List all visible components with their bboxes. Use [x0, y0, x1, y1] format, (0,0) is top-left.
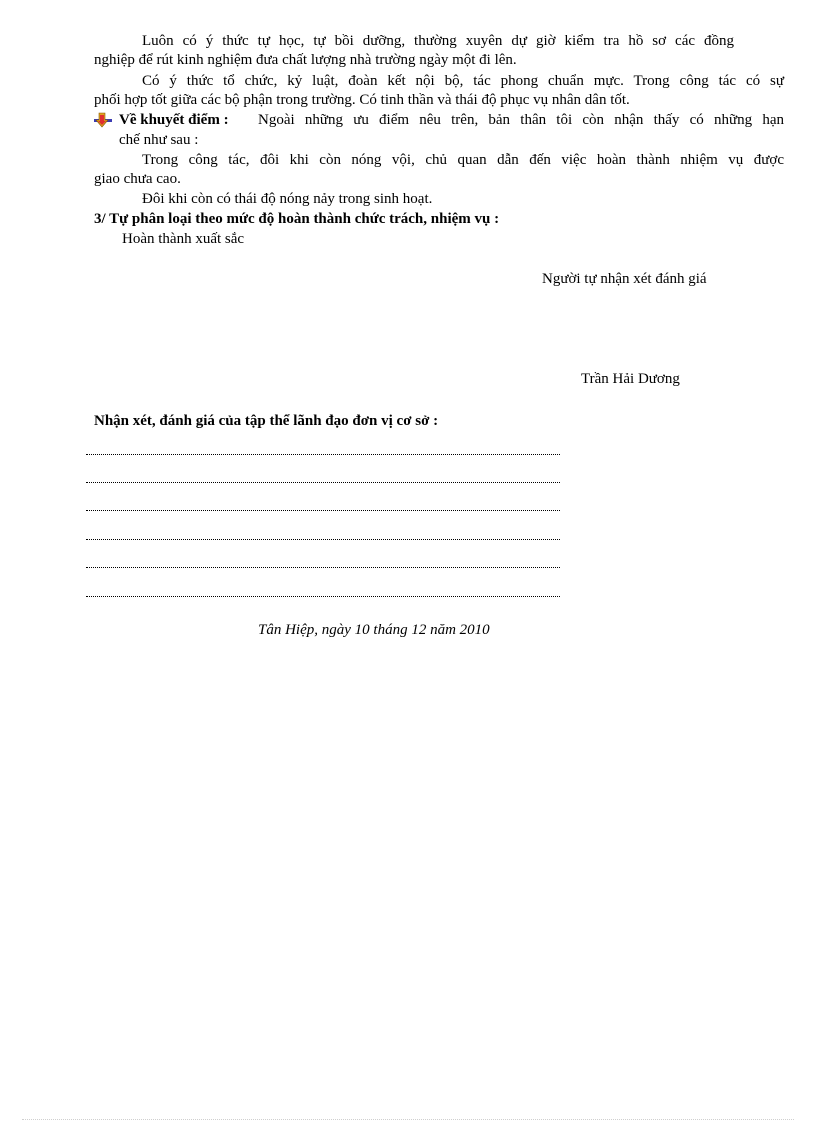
- comment-line-5: [86, 567, 560, 568]
- weakness-item2: Đôi khi còn có thái độ nóng nảy trong sinh hoạt.: [142, 191, 433, 207]
- paragraph-discipline-line1: Có ý thức tổ chức, kỷ luật, đoàn kết nội bộ, tác phong chuẩn mực. Trong công tác có sự: [142, 73, 784, 89]
- section3-heading: 3/ Tự phân loại theo mức độ hoàn thành chức trách, nhiệm vụ :: [94, 211, 500, 227]
- comment-line-2: [86, 482, 560, 483]
- comment-line-1: [86, 454, 560, 455]
- bullet-arrow-icon: [94, 112, 112, 128]
- signature-name: Trần Hải Dương: [581, 371, 680, 387]
- weakness-item1-line1: Trong công tác, đôi khi còn nóng vội, chủ quan dẫn đến việc hoàn thành nhiệm vụ được: [142, 152, 784, 168]
- weakness-item1-line2: giao chưa cao.: [94, 171, 181, 187]
- leadership-heading: Nhận xét, đánh giá của tập thể lãnh đạo đơn vị cơ sở :: [94, 413, 439, 429]
- footer-date: Tân Hiệp, ngày 10 tháng 12 năm 2010: [258, 622, 490, 638]
- paragraph-self-study-line1: Luôn có ý thức tự học, tự bồi dưỡng, thường xuyên dự giờ kiểm tra hồ sơ các đồng: [142, 33, 734, 49]
- weakness-heading: Về khuyết điểm :: [119, 112, 229, 128]
- comment-line-4: [86, 539, 560, 540]
- weakness-intro-line2: chế như sau :: [119, 132, 199, 148]
- paragraph-discipline-line2: phối hợp tốt giữa các bộ phận trong trường. Có tinh thần và thái độ phục vụ nhân dân tốt.: [94, 92, 630, 108]
- signature-label: Người tự nhận xét đánh giá: [542, 271, 707, 287]
- paragraph-self-study-line2: nghiệp để rút kinh nghiệm đưa chất lượng nhà trường ngày một đi lên.: [94, 52, 517, 68]
- section3-value: Hoàn thành xuất sắc: [122, 231, 245, 247]
- comment-line-6: [86, 596, 560, 597]
- page-edge-divider: [22, 1119, 794, 1120]
- weakness-intro-line1: Ngoài những ưu điểm nêu trên, bản thân tôi còn nhận thấy có những hạn: [258, 112, 784, 128]
- comment-line-3: [86, 510, 560, 511]
